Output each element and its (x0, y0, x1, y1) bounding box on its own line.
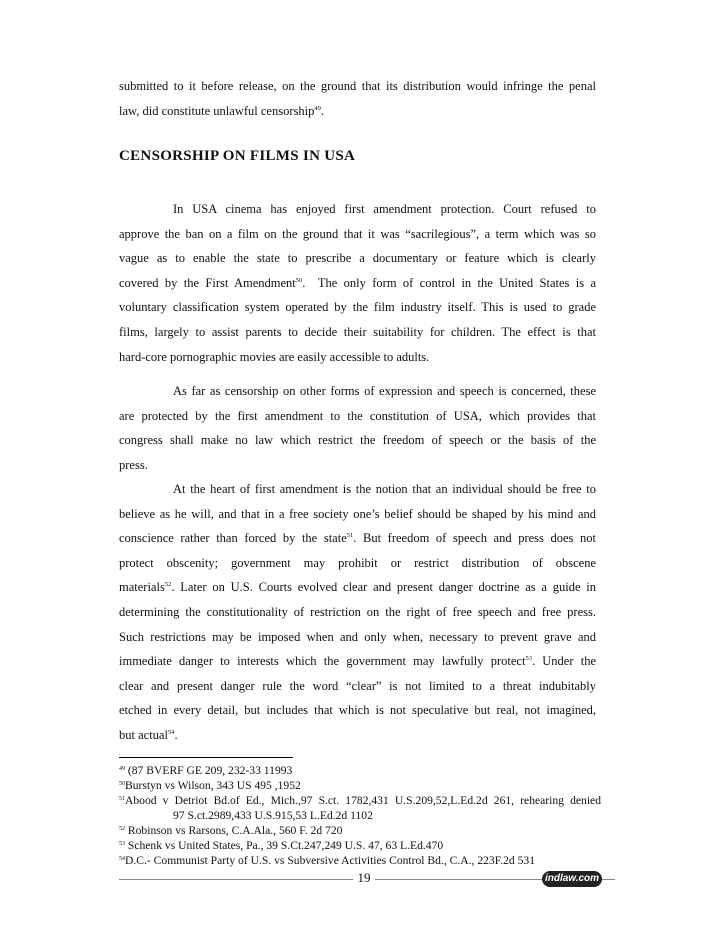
footnote-ref[interactable]: 50 (295, 276, 303, 284)
text-line: hard-core pornographic movies are easily accessible to adults. (119, 349, 430, 364)
footnote-ref[interactable]: 53 (525, 655, 532, 663)
text-line: At the heart of first amendment is the notion that an individual should be free to (173, 482, 596, 496)
footnote-53: $^{53}$ Schenk vs United States, Pa., 39 S.Ct.247,249 U.S. 47, 63 L.Ed.470 (119, 839, 444, 852)
footnote-ref[interactable]: 49 (314, 104, 321, 112)
text-line: In USA cinema has enjoyed first amendment protection. Court refused to (173, 202, 596, 216)
text-line: submitted to it before release, on the ground that its distribution would infringe the penal (119, 79, 596, 93)
text-line: materials$^{52}$. Later on U.S. Courts evolved clear and present danger doctrine as a guide in (119, 580, 596, 595)
footnote-51-continued: 97 S.ct.2989,433 U.S.915,53 L.Ed.2d 1102 (173, 809, 373, 822)
footnote-divider (119, 757, 293, 758)
text-line: determining the constitutionality of restriction on the right of free speech and free press. (119, 604, 596, 619)
text-line: law, did constitute unlawful censorship$^{49}$. (119, 103, 324, 118)
text-line: As far as censorship on other forms of expression and speech is concerned, these (173, 384, 596, 398)
footnote-49: $^{49}$ (87 BVERF GE 209, 232-33 11993 (119, 764, 293, 777)
text-line: vague as to enable the state to prescribe a documentary or feature which is clearly (119, 251, 596, 266)
text-line: congress shall make no law which restrict the freedom of speech or the basis of the (119, 433, 596, 448)
text-line: but actual$^{54}$. (119, 727, 178, 742)
footnotes (119, 763, 601, 868)
text-line: etched in every detail, but includes that which is not speculative but real, not imagined, (119, 703, 596, 718)
text-line: press. (119, 457, 148, 472)
paragraph-3 (119, 477, 596, 748)
footnote-ref[interactable]: 52 (164, 581, 172, 589)
text-line: protect obscenity; government may prohibit or restrict distribution of obscene (119, 555, 596, 570)
text-line: clear and present danger rule the word “clear” is not limited to a threat indubitably (119, 678, 596, 693)
section-heading: CENSORSHIP ON FILMS IN USA (119, 148, 356, 164)
footnote-51: $^{51}$Abood v Detriot Bd.of Ed., Mich.,97 S.ct. 1782,431 U.S.209,52,L.Ed.2d 261, rehearing denied (119, 794, 601, 807)
text-line: approve the ban on a film on the ground that it was “sacrilegious”, a term which was so (119, 226, 596, 241)
text-line: immediate danger to interests which the government may lawfully protect$^{53}$. Under the (119, 654, 596, 669)
text-line: are protected by the first amendment to the constitution of USA, which provides that (119, 408, 596, 423)
footnote-52: $^{52}$ Robinson vs Rarsons, C.A.Ala., 560 F. 2d 720 (119, 824, 343, 837)
page-number: 19 (353, 870, 375, 886)
text-line: believe as he will, and that in a free society one’s belief should be shaped by his mind and (119, 506, 596, 521)
footnote-50: $^{50}$Burstyn vs Wilson, 343 US 495 ,1952 (119, 779, 301, 792)
text-line: films, largely to assist parents to decide their suitability for children. The effect is that (119, 324, 596, 339)
text-line: conscience rather than forced by the state$^{51}$. But freedom of speech and press does not (119, 531, 596, 546)
paragraph-1 (119, 197, 596, 369)
footnote-ref[interactable]: 54 (167, 728, 175, 736)
footnote-54: $^{54}$D.C.- Communist Party of U.S. vs Subversive Activities Control Bd., C.A., 223F.2d 531 (119, 854, 536, 867)
footnote-ref[interactable]: 51 (346, 532, 354, 540)
text-line: voluntary classification system operated by the film industry itself. This is used to grade (119, 300, 596, 315)
paragraph-2 (119, 379, 596, 477)
intro-paragraph (119, 74, 596, 123)
indlaw-logo[interactable]: indlaw.com (542, 871, 602, 887)
text-line: covered by the First Amendment$^{50}$. The only form of control in the United States is a (119, 275, 596, 290)
text-line: Such restrictions may be imposed when and only when, necessary to prevent grave and (119, 629, 596, 644)
